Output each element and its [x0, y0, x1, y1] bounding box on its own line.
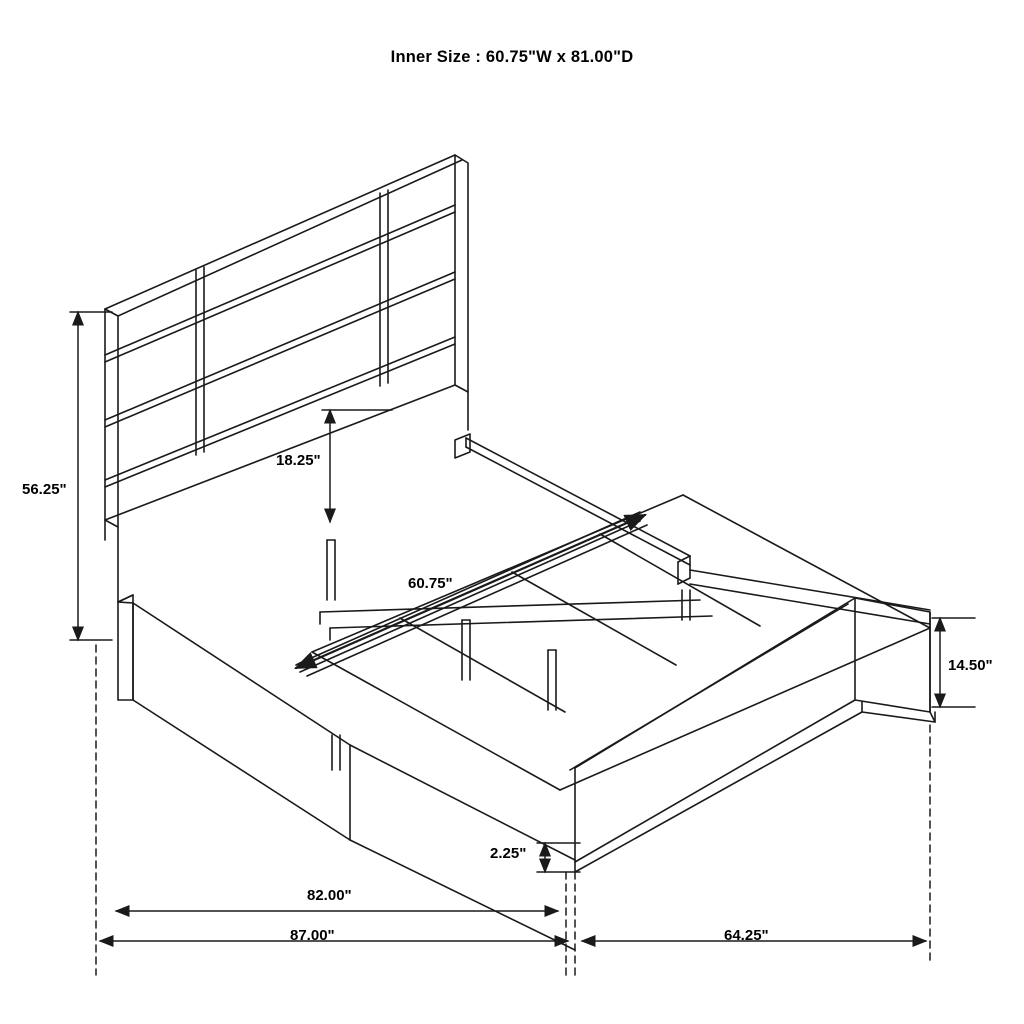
dimension-label-footboard-height: 14.50"	[948, 657, 993, 674]
page-title: Inner Size : 60.75"W x 81.00"D	[390, 48, 634, 66]
dimension-label-overall-depth: 87.00"	[290, 927, 335, 944]
dimension-label-overall-depth-inner: 82.00"	[307, 887, 352, 904]
dimension-label-overall-width: 64.25"	[724, 927, 769, 944]
dimension-label-headboard-panel: 18.25"	[276, 452, 321, 469]
dimension-label-rail-clearance: 2.25"	[490, 845, 527, 862]
dimension-label-headboard-height: 56.25"	[22, 481, 67, 498]
dimension-label-inner-width: 60.75"	[408, 575, 453, 592]
